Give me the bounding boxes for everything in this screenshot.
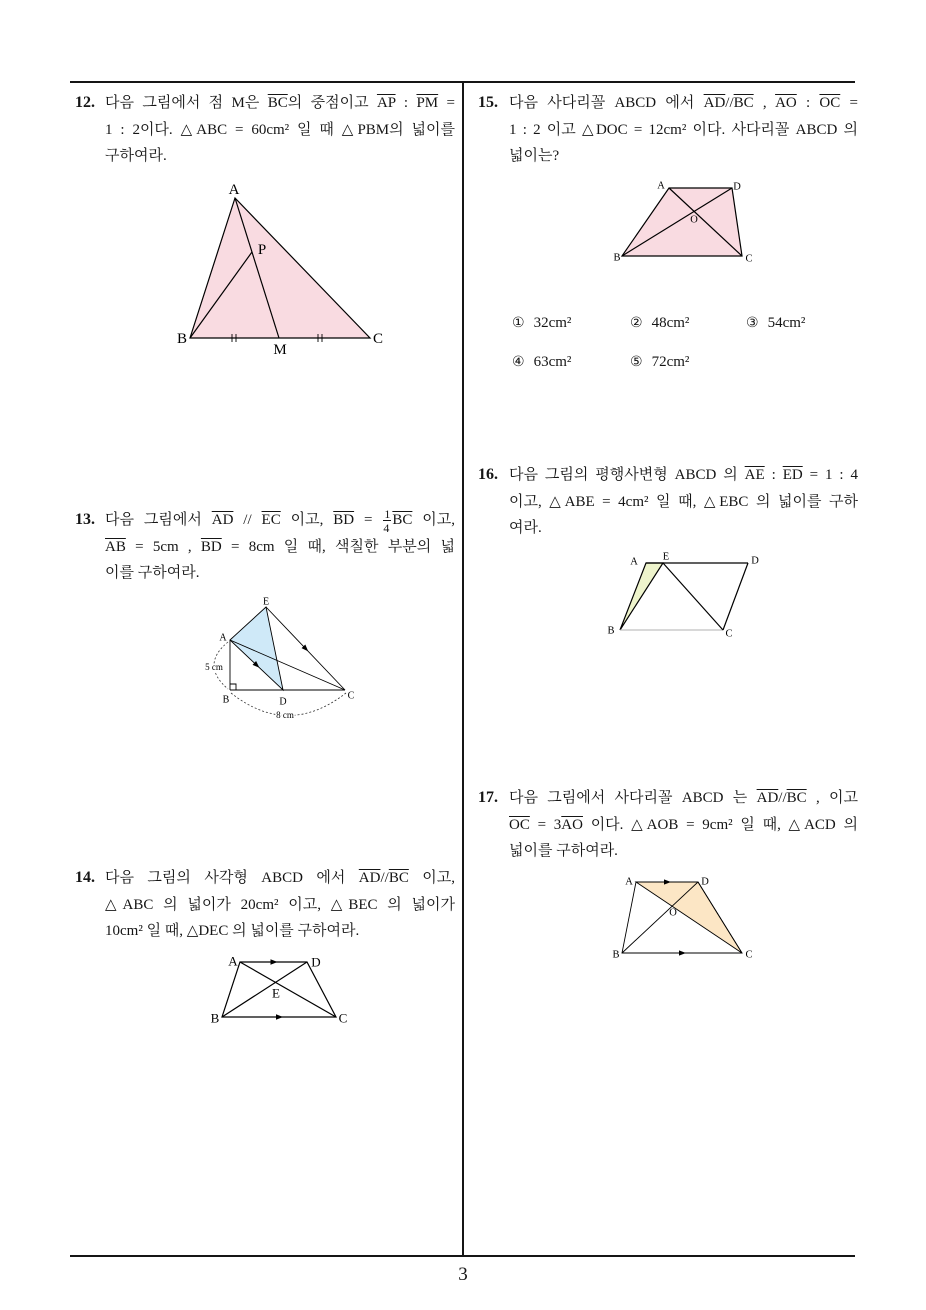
segment-notation: $\overline{AB}$	[105, 538, 126, 555]
problem-number: 16.	[478, 466, 498, 483]
label-d: D	[733, 181, 741, 193]
text-run: //	[725, 95, 734, 111]
text-run: 이고, △ABE = 4cm² 일 때, △EBC 의 넓이를 구하	[509, 493, 858, 510]
side-dc	[723, 563, 748, 630]
label-b: B	[607, 625, 615, 637]
text-run: 이고,	[280, 512, 334, 528]
diagonal-bd	[222, 962, 307, 1017]
text-run: =	[354, 512, 383, 528]
label-b: B	[210, 1010, 220, 1026]
label-o: O	[669, 907, 677, 919]
label-c: C	[745, 949, 753, 961]
text-run: = 5cm ,	[125, 538, 201, 555]
text-run: 다음 그림의 사각형 ABCD 에서	[105, 870, 359, 886]
segment-notation: $\overline{AD}$	[703, 95, 726, 111]
figure-14	[211, 954, 348, 1026]
text-run: 다음 그림에서 사다리꼴 ABCD 는	[509, 790, 757, 806]
text-run: 이다. △AOB = 9cm² 일 때, △ACD 의	[582, 816, 858, 833]
label-b: B	[176, 331, 188, 347]
text-run: =	[840, 95, 858, 111]
segment-notation: $\overline{ED}$	[782, 467, 803, 483]
shaded-triangle-aed	[230, 607, 283, 690]
text-run: 넓이는?	[509, 148, 560, 164]
text-run: , 이고	[806, 790, 858, 806]
text-run: ,	[753, 95, 776, 111]
label-c: C	[347, 690, 355, 702]
text-run: :	[764, 467, 783, 483]
segment-notation: $\overline{AD}$	[211, 512, 234, 528]
parallel-arrow	[276, 1014, 283, 1020]
fraction-denominator: 4	[383, 520, 390, 535]
segment-notation: $\overline{AO}$	[775, 95, 797, 111]
segment-notation: $\overline{AE}$	[744, 467, 765, 483]
text-run: //	[380, 870, 389, 886]
text-run: 1 : 2이다. △ABC = 60cm² 일 때 △PBM의 넓이를	[105, 121, 455, 138]
segment-notation: $\overline{BC}$	[267, 95, 288, 111]
text-run: 여라.	[509, 520, 542, 536]
label-c: C	[338, 1010, 348, 1026]
text-run: //	[778, 790, 787, 806]
text-run: 다음 그림에서	[105, 512, 212, 528]
text-run: = 1 : 4	[802, 467, 858, 483]
segment-notation: $\overline{BC}$	[786, 790, 807, 806]
shaded-triangle-acd	[636, 882, 742, 953]
label-b: B	[612, 949, 620, 961]
text-run: 다음 사다리꼴 ABCD 에서	[509, 95, 704, 111]
label-a: A	[630, 556, 638, 568]
fraction-numerator: 1	[384, 506, 391, 521]
length-label-ab: 5 cm	[205, 662, 223, 672]
text-run: 다음 그림의 평행사변형 ABCD 의	[509, 467, 745, 483]
choice-mark: ③	[746, 315, 759, 331]
label-a: A	[657, 180, 665, 192]
problem-number: 13.	[75, 511, 95, 528]
label-a: A	[219, 632, 227, 644]
text-run: = 8cm 일 때, 색칠한 부분의 넓	[221, 538, 455, 555]
text-run: △ABC 의 넓이가 20cm² 이고, △BEC 의 넓이가	[105, 896, 455, 913]
text-run: = 3	[529, 816, 562, 833]
choice-mark: ②	[630, 315, 643, 331]
segment-notation: $\overline{BD}$	[333, 512, 355, 528]
figure-13	[205, 597, 355, 721]
figure-12	[177, 182, 383, 358]
segment-notation: $\overline{AO}$	[561, 816, 583, 833]
text-run: :	[796, 95, 820, 111]
segment-notation: $\overline{OC}$	[509, 816, 530, 833]
label-a: A	[228, 953, 238, 969]
choice-mark: ①	[512, 315, 525, 331]
text-run: 넓이를 구하여라.	[509, 843, 618, 859]
segment-notation: $\overline{BC}$	[392, 512, 413, 528]
label-a: A	[228, 182, 240, 198]
label-c: C	[745, 253, 753, 265]
figure-17	[612, 877, 752, 961]
segment-notation: $\overline{OC}$	[819, 95, 841, 111]
label-d: D	[701, 876, 709, 888]
label-e: E	[662, 551, 670, 563]
triangle-abc	[190, 198, 370, 338]
text-run: 다음 그림에서 점 M은	[105, 95, 268, 111]
problem-number: 12.	[75, 94, 95, 111]
choice-mark: ④	[512, 354, 525, 370]
figure-15	[613, 181, 752, 265]
segment-notation: $\overline{AD}$	[358, 870, 381, 886]
trapezoid-abcd	[622, 188, 742, 256]
problem-number: 17.	[478, 789, 498, 806]
label-m: M	[273, 342, 287, 358]
choice-value: 32cm²	[533, 315, 572, 331]
parallel-arrow	[271, 959, 278, 965]
text-run: 구하여라.	[105, 148, 167, 164]
problem-number: 14.	[75, 869, 95, 886]
text-run: 이고,	[408, 870, 456, 886]
label-a: A	[625, 876, 633, 888]
segment-notation: $\overline{BD}$	[200, 538, 222, 555]
problem-number: 15.	[478, 94, 498, 111]
label-e: E	[262, 596, 270, 608]
choice-value: 54cm²	[767, 315, 806, 331]
segment-notation: $\overline{EC}$	[261, 512, 281, 528]
choice-mark: ⑤	[630, 354, 643, 370]
text-run: 10cm² 일 때, △DEC 의 넓이를 구하여라.	[105, 923, 360, 939]
label-c: C	[372, 331, 384, 347]
choice-value: 63cm²	[533, 354, 572, 370]
text-run: 의 중점이고	[287, 95, 377, 111]
label-o: O	[690, 214, 698, 226]
segment-notation: $\overline{BC}$	[388, 870, 409, 886]
choice-value: 48cm²	[651, 315, 690, 331]
figure-16	[607, 552, 759, 640]
text-run: //	[233, 512, 262, 528]
label-b: B	[222, 694, 230, 706]
label-d: D	[279, 696, 287, 708]
length-label-bc: 8 cm	[276, 710, 294, 720]
segment-ac	[230, 640, 345, 690]
segment-notation: $\overline{PM}$	[416, 95, 439, 111]
segment-notation: $\overline{AD}$	[756, 790, 779, 806]
text-run: 이고,	[412, 512, 456, 528]
label-c: C	[725, 628, 733, 640]
text-run: 이를 구하여라.	[105, 565, 200, 581]
right-angle-mark	[230, 684, 236, 690]
segment-notation: $\overline{BC}$	[733, 95, 754, 111]
segment-ec	[663, 563, 723, 630]
label-e: E	[272, 985, 280, 1001]
choice-value: 72cm²	[651, 354, 690, 370]
label-p: P	[257, 242, 267, 258]
label-d: D	[751, 555, 759, 567]
label-d: D	[311, 954, 321, 970]
parallel-arrow	[679, 950, 686, 955]
segment-notation: $\overline{AP}$	[376, 95, 396, 111]
text-run: =	[438, 95, 455, 111]
page-number: 3	[458, 1264, 468, 1285]
label-b: B	[613, 252, 621, 264]
shaded-triangle-abe	[620, 563, 663, 630]
text-run: 1 : 2 이고 △DOC = 12cm² 이다. 사다리꼴 ABCD 의	[509, 121, 858, 138]
text-run: :	[395, 95, 417, 111]
